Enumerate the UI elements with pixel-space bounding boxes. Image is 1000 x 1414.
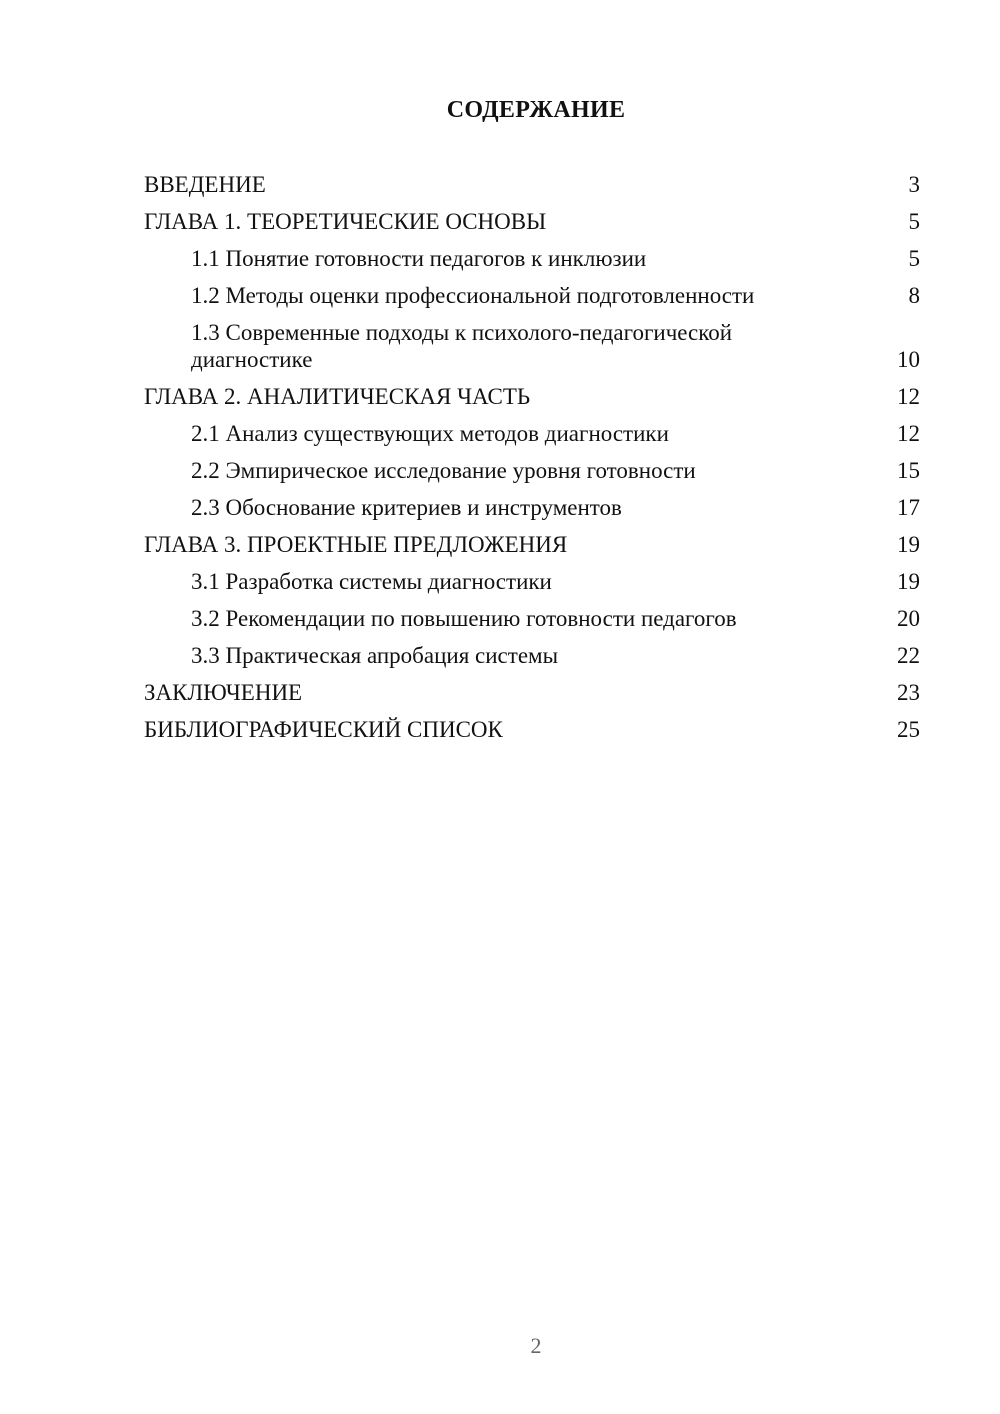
toc-entry-page: 19 (897, 532, 920, 558)
toc-entry-label: 3.2 Рекомендации по повышению готовности педагогов (191, 606, 737, 632)
toc-entry-label: ГЛАВА 2. АНАЛИТИЧЕСКАЯ ЧАСТЬ (144, 384, 531, 410)
toc-entry-label: 2.1 Анализ существующих методов диагностики (191, 421, 669, 447)
toc-subentry (144, 638, 920, 675)
toc-subentry (144, 490, 920, 527)
toc-entry-label: ЗАКЛЮЧЕНИЕ (144, 680, 303, 706)
toc-entry-page: 3 (908, 171, 920, 197)
toc-entry-label: ГЛАВА 3. ПРОЕКТНЫЕ ПРЕДЛОЖЕНИЯ (144, 532, 568, 558)
toc-subentry (144, 601, 920, 638)
toc-entry-page: 10 (897, 347, 920, 373)
toc-subentry (144, 564, 920, 601)
toc-entry-page: 12 (897, 421, 920, 447)
table-of-contents (144, 166, 920, 749)
toc-entry-page: 19 (897, 569, 920, 595)
toc-entry-label: ГЛАВА 1. ТЕОРЕТИЧЕСКИЕ ОСНОВЫ (144, 208, 547, 234)
toc-entry (144, 712, 920, 749)
toc-entry-page: 25 (897, 717, 920, 743)
toc-subentry (144, 240, 920, 277)
toc-entry-label: ВВЕДЕНИЕ (144, 171, 266, 197)
toc-entry-page: 8 (908, 282, 920, 308)
toc-subentry (144, 314, 920, 379)
toc-entry (144, 527, 920, 564)
toc-entry (144, 379, 920, 416)
toc-entry-label: 1.3 Современные подходы к психолого-педагогической диагностике (191, 319, 733, 373)
toc-entry (144, 166, 920, 203)
toc-entry-page: 5 (908, 245, 920, 271)
toc-entry-label: 2.2 Эмпирическое исследование уровня готовности (191, 458, 696, 484)
toc-entry-page: 23 (897, 680, 920, 706)
toc-entry-label: 2.3 Обоснование критериев и инструментов (191, 495, 622, 521)
toc-subentry (144, 453, 920, 490)
toc-entry-label: 3.3 Практическая апробация системы (191, 643, 559, 669)
toc-entry-label: БИБЛИОГРАФИЧЕСКИЙ СПИСОК (144, 717, 503, 743)
toc-entry-label: 1.1 Понятие готовности педагогов к инклюзии (191, 245, 647, 271)
page-number: 2 (530, 1333, 542, 1358)
toc-entry-page: 17 (897, 495, 920, 521)
toc-entry-page: 22 (897, 643, 920, 669)
toc-entry (144, 203, 920, 240)
toc-entry-page: 12 (897, 384, 920, 410)
toc-subentry (144, 416, 920, 453)
toc-entry-label: 1.2 Методы оценки профессиональной подготовленности (191, 282, 755, 308)
toc-subentry (144, 277, 920, 314)
toc-entry-label: 3.1 Разработка системы диагностики (191, 569, 552, 595)
toc-entry-page: 5 (908, 208, 920, 234)
page-title: СОДЕРЖАНИЕ (446, 97, 626, 123)
toc-entry-page: 20 (897, 606, 920, 632)
toc-entry-page: 15 (897, 458, 920, 484)
toc-entry (144, 675, 920, 712)
